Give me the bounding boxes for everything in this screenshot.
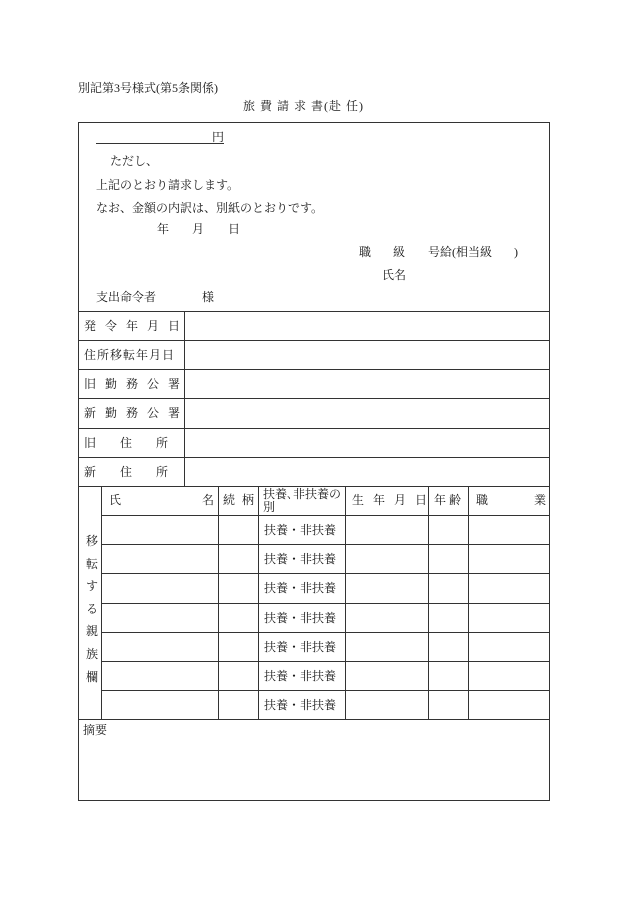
info-label-old-address: 旧 住 所: [84, 436, 169, 450]
family-row-divider: [101, 661, 550, 662]
info-value-old-address[interactable]: [185, 429, 549, 457]
date-year: 年: [157, 222, 170, 236]
sama-label: 様: [202, 290, 215, 304]
family-section-char: 転: [86, 556, 99, 571]
date-month: 月: [192, 222, 205, 236]
request-text: 上記のとおり請求します。: [96, 178, 240, 192]
family-section-label: [86, 530, 98, 688]
remarks-label: 摘要: [83, 723, 108, 737]
family-row-divider: [101, 632, 550, 633]
dependent-option[interactable]: 扶養・非扶養: [264, 669, 337, 683]
amount-underline: [96, 143, 224, 144]
amount-suffix: 円: [212, 130, 225, 144]
dependent-option[interactable]: 扶養・非扶養: [264, 552, 337, 566]
close-paren: ): [514, 245, 518, 259]
family-row-divider: [101, 544, 550, 545]
note-text: なお、金額の内訳は、別紙のとおりです。: [96, 201, 324, 215]
header-birthdate: 生 年 月 日: [352, 493, 431, 507]
header-job-left: 職: [476, 493, 489, 507]
info-value-hatsurei[interactable]: [185, 312, 549, 340]
form-number: 別記第3号様式(第5条関係): [78, 81, 218, 95]
family-section-char: 移: [86, 534, 99, 548]
header-name-right: 名: [202, 493, 215, 507]
info-label-new-office: 新 勤 務 公 署: [84, 406, 184, 420]
dependent-option[interactable]: 扶養・非扶養: [264, 581, 337, 595]
name-label: 氏名: [382, 268, 407, 282]
family-row-divider: [101, 603, 550, 604]
dependent-option[interactable]: 扶養・非扶養: [264, 640, 337, 654]
info-label-new-address: 新 住 所: [84, 465, 169, 479]
dependent-option[interactable]: 扶養・非扶養: [264, 523, 337, 537]
kyu-label: 級: [393, 245, 406, 259]
form-title: 旅 費 請 求 書(赴 任): [243, 99, 364, 113]
dependent-option[interactable]: 扶養・非扶養: [264, 611, 337, 625]
remarks-field[interactable]: [79, 738, 549, 800]
payer-label: 支出命令者: [96, 290, 157, 304]
header-dependent: 扶養､非扶養の別: [263, 487, 342, 514]
family-section-char: す: [86, 579, 99, 594]
info-value-new-address[interactable]: [185, 458, 549, 486]
header-name-left: 氏: [109, 493, 122, 507]
family-row-divider: [101, 690, 550, 691]
remarks-divider: [78, 719, 550, 720]
family-section-char: 族: [86, 646, 99, 661]
family-section-char: る: [86, 601, 99, 616]
family-section-char: 親: [86, 624, 99, 639]
info-label-old-office: 旧 勤 務 公 署: [84, 377, 184, 391]
shoku-label: 職: [359, 245, 372, 259]
dependent-option[interactable]: 扶養・非扶養: [264, 698, 337, 712]
date-day: 日: [228, 222, 241, 236]
info-value-iten[interactable]: [185, 341, 549, 369]
header-job-right: 業: [534, 493, 547, 507]
info-value-old-office[interactable]: [185, 370, 549, 398]
family-row-divider: [101, 573, 550, 574]
gokyu-label: 号給(相当級: [428, 245, 492, 259]
family-row-divider: [101, 515, 550, 516]
info-value-new-office[interactable]: [185, 399, 549, 428]
header-relation: 続 柄: [223, 493, 257, 507]
info-label-iten: 住所移転年月日: [84, 348, 176, 362]
info-label-hatsurei: 発 令 年 月 日: [84, 319, 184, 333]
tadashi-text: ただし、: [110, 154, 159, 168]
family-section-char: 欄: [86, 669, 99, 684]
header-age: 年 齢: [434, 493, 462, 507]
